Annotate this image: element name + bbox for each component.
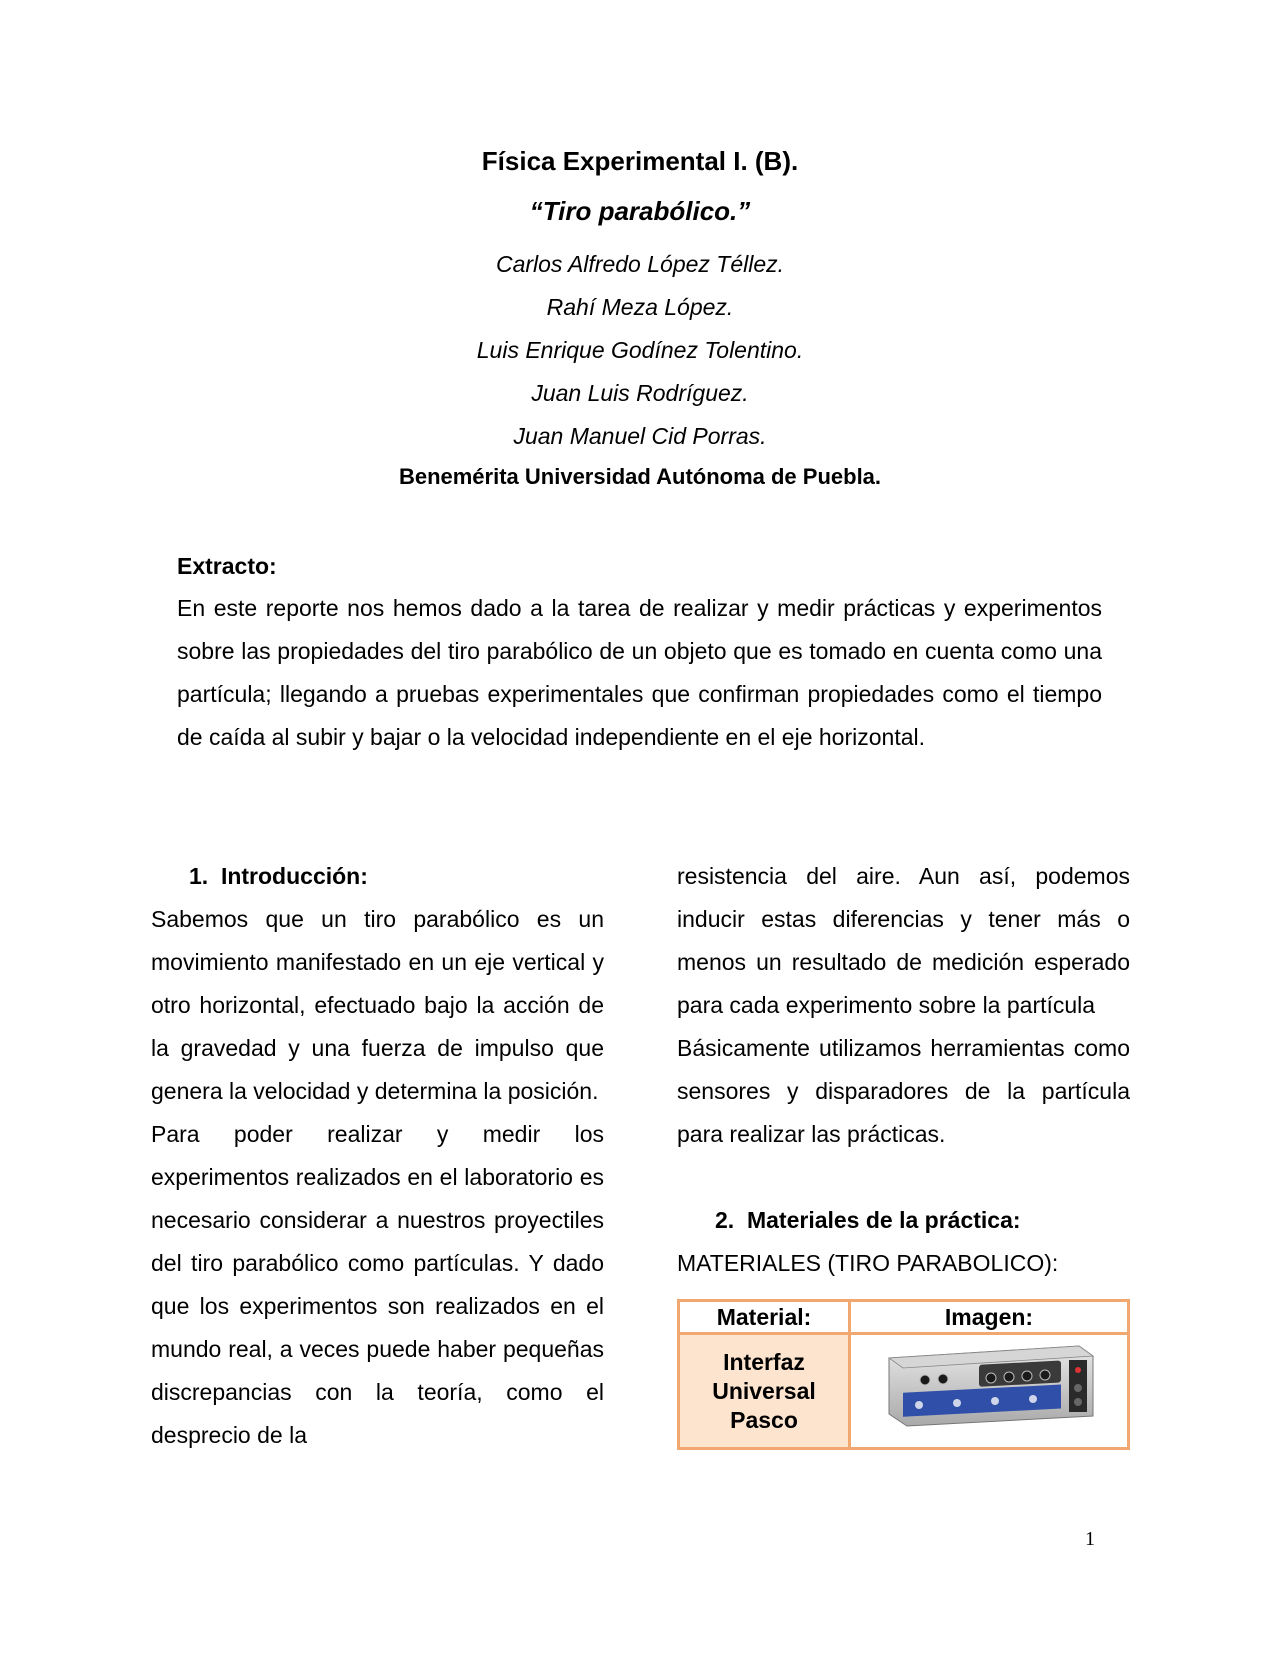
abstract: [177, 551, 1102, 759]
section-heading-materiales: 2. Materiales de la práctica:: [715, 1207, 1021, 1233]
author: Luis Enrique Godínez Tolentino.: [476, 337, 804, 363]
author: Juan Luis Rodríguez.: [531, 380, 749, 406]
pasco-interface-image: [879, 1338, 1099, 1430]
document-title: Física Experimental I. (B).: [481, 146, 799, 176]
paragraph: Básicamente utilizamos herramientas como sensores y disparadores de la partícula para realizar las prácticas.: [677, 1035, 1130, 1147]
abstract-text: En este reporte nos hemos dado a la tarea de realizar y medir prácticas y experimentos sobre las propiedades del tiro parabólico de un objeto que es tomado en cuenta como una partícula; llegando a pruebas experimentales que confirman propiedades como el tiempo de caída al subir y bajar o la velocidad independiente en el eje horizontal.: [177, 595, 1102, 750]
author: Juan Manuel Cid Porras.: [513, 423, 767, 449]
material-image-cell: [850, 1334, 1129, 1449]
material-name: Interfaz Universal Pasco: [679, 1334, 850, 1449]
spacer: [677, 1156, 1130, 1199]
paragraph: Para poder realizar y medir los experimentos realizados en el laboratorio es necesario considerar a nuestros proyectiles del tiro parabólico como partículas. Y dado que los experimentos son realizados en el mundo real, a veces puede haber pequeñas discrepancias con la teoría, como el desprecio de la: [151, 1121, 604, 1448]
abstract-heading: Extracto:: [177, 553, 277, 579]
author: Carlos Alfredo López Téllez.: [495, 251, 785, 277]
materials-table: [677, 1299, 1130, 1450]
table-header-row: [679, 1301, 1129, 1334]
right-column: [677, 855, 1130, 1450]
paragraph: Sabemos que un tiro parabólico es un movimiento manifestado en un eje vertical y otro horizontal, efectuado bajo la acción de la gravedad y una fuerza de impulso que genera la velocidad y determina la posición.: [151, 906, 604, 1104]
table-header-material: Material:: [679, 1301, 850, 1334]
table-row: [679, 1334, 1129, 1449]
section-heading-introduccion: 1. Introducción:: [189, 863, 368, 889]
left-column: [151, 855, 604, 1457]
table-header-imagen: Imagen:: [850, 1301, 1129, 1334]
materials-subheading: MATERIALES (TIRO PARABOLICO):: [677, 1250, 1059, 1276]
author-list: [0, 246, 1280, 461]
page-number: 1: [1085, 1528, 1095, 1550]
author: Rahí Meza López.: [546, 294, 734, 320]
paragraph: resistencia del aire. Aun así, podemos inducir estas diferencias y tener más o menos un resultado de medición esperado para cada experimento sobre la partícula: [677, 863, 1130, 1018]
institution: Benemérita Universidad Autónoma de Puebla.: [398, 464, 882, 489]
document-subtitle: “Tiro parabólico.”: [529, 196, 751, 226]
